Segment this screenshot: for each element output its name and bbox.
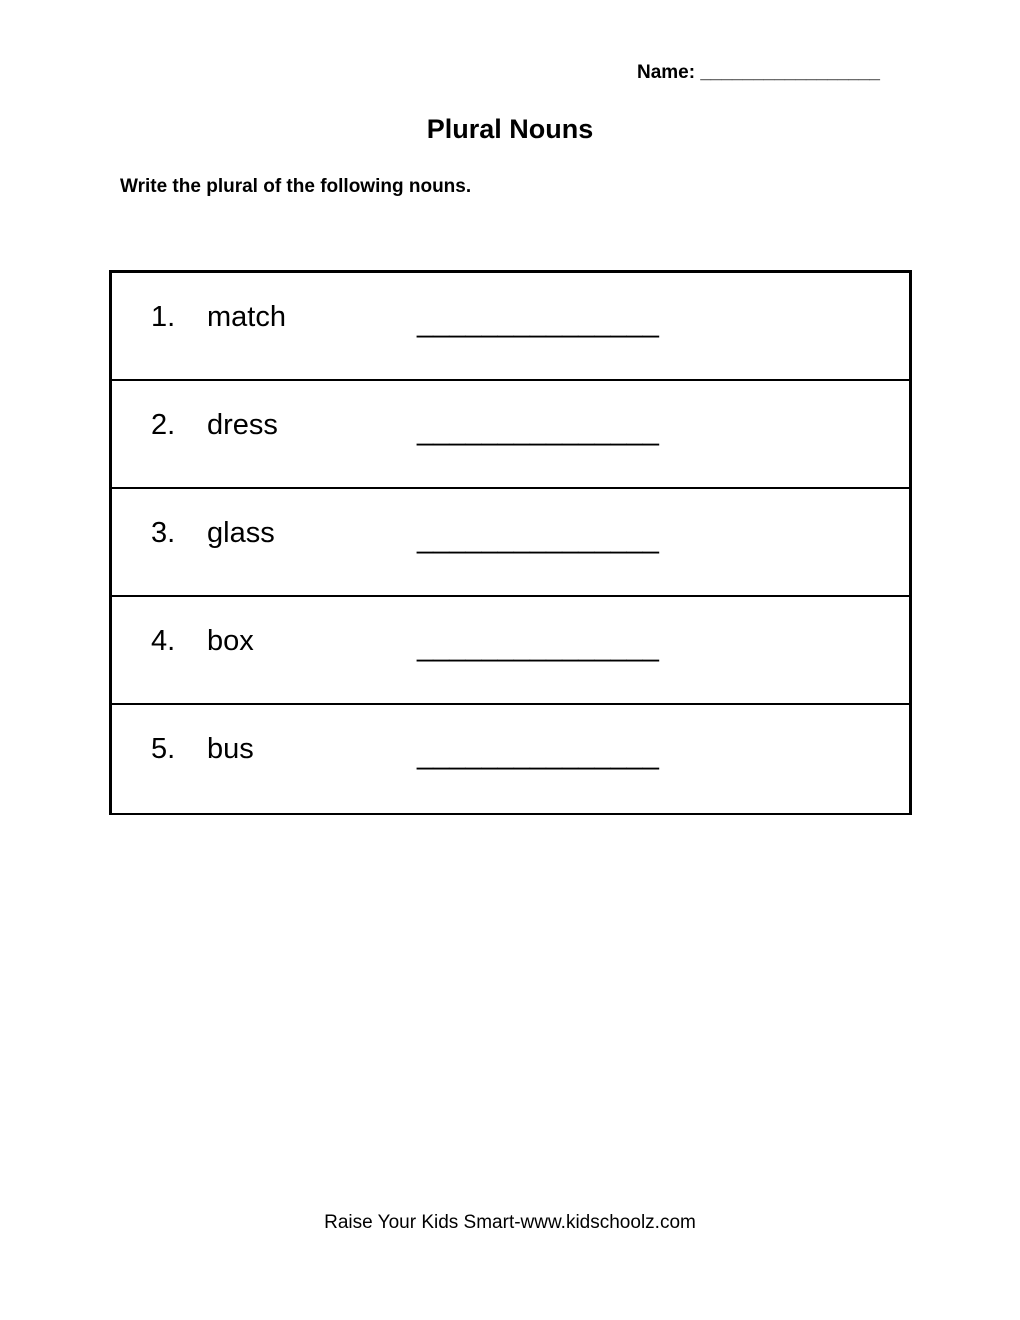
item-number: 4.	[151, 625, 176, 657]
list-item	[112, 489, 909, 597]
name-field[interactable]: Name: _________________	[637, 62, 880, 83]
answer-blank[interactable]: _______________	[417, 523, 659, 555]
instructions: Write the plural of the following nouns.	[120, 176, 472, 197]
footer-text: Raise Your Kids Smart-www.kidschoolz.com	[324, 1212, 696, 1233]
noun-word: bus	[207, 733, 254, 765]
noun-word: box	[207, 625, 254, 657]
nouns-table	[109, 270, 912, 815]
item-number: 3.	[151, 517, 176, 549]
answer-blank[interactable]: _______________	[417, 739, 659, 771]
answer-blank[interactable]: _______________	[417, 307, 659, 339]
noun-word: dress	[207, 409, 278, 441]
list-item	[112, 705, 909, 813]
page-title: Plural Nouns	[426, 114, 594, 144]
answer-blank[interactable]: _______________	[417, 631, 659, 663]
list-item	[112, 273, 909, 381]
noun-word: glass	[207, 517, 275, 549]
item-number: 2.	[151, 409, 176, 441]
noun-word: match	[207, 301, 286, 333]
answer-blank[interactable]: _______________	[417, 415, 659, 447]
list-item	[112, 381, 909, 489]
item-number: 1.	[151, 301, 176, 333]
item-number: 5.	[151, 733, 176, 765]
list-item	[112, 597, 909, 705]
